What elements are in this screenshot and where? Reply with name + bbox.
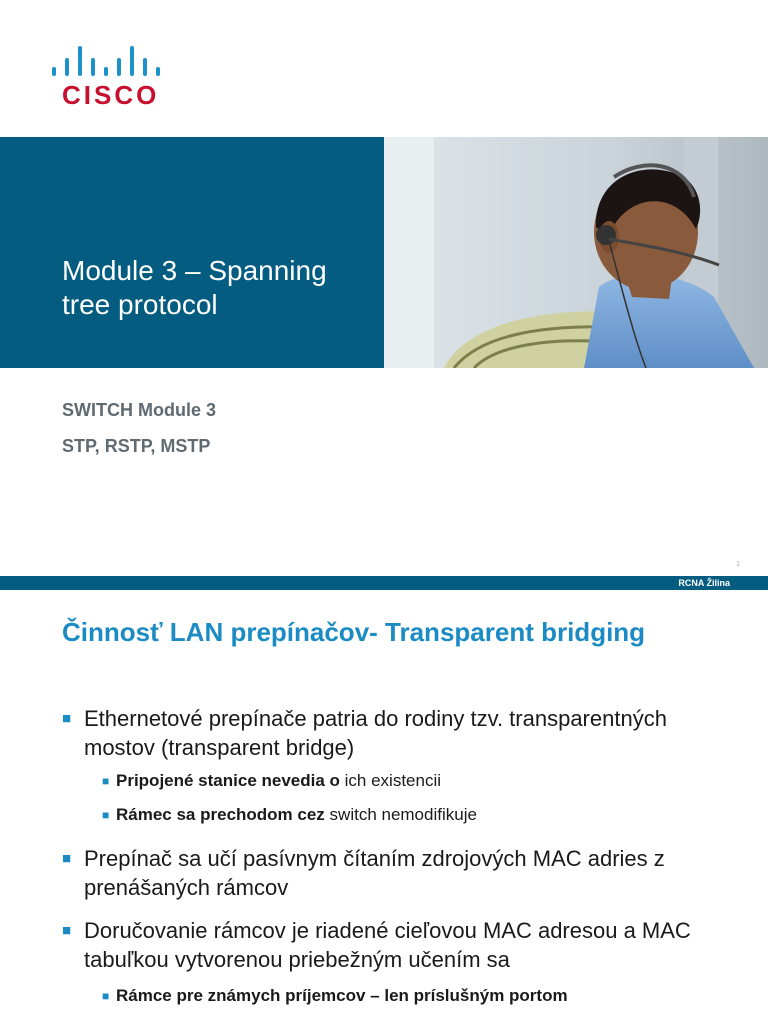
square-bullet-icon: ■ bbox=[102, 774, 110, 788]
sub-bullet-item: ■ Pripojené stanice nevedia o ich existencii bbox=[102, 771, 442, 790]
cisco-logo bbox=[52, 42, 174, 110]
square-bullet-icon: ■ bbox=[62, 710, 72, 727]
bullet-item: ■ Ethernetové prepínače patria do rodiny tzv. transparentných mostov (transparent bridge) bbox=[62, 706, 667, 760]
content-slide bbox=[0, 590, 768, 1024]
header-photo bbox=[384, 137, 768, 368]
sub-bullet-item: ■ Rámec sa prechodom cez switch nemodifikuje bbox=[102, 805, 477, 824]
content-slide-title: Činnosť LAN prepínačov- Transparent bridging bbox=[62, 617, 646, 647]
cisco-wordmark: CISCO bbox=[62, 80, 160, 110]
slide-title: Module 3 – Spanning tree protocol bbox=[62, 255, 327, 320]
cisco-bars-icon bbox=[52, 42, 174, 76]
footer-label: RCNA Žilina bbox=[678, 578, 730, 588]
square-bullet-icon: ■ bbox=[102, 989, 110, 1003]
square-bullet-icon: ■ bbox=[62, 850, 72, 867]
sub-bullet-item: ■ Rámce pre známych príjemcov – len príslušným portom bbox=[102, 986, 568, 1005]
footer-band bbox=[0, 576, 768, 590]
subtitle-module: SWITCH Module 3 bbox=[62, 400, 216, 420]
square-bullet-icon: ■ bbox=[62, 922, 72, 939]
subtitle-protocols: STP, RSTP, MSTP bbox=[62, 436, 211, 456]
bullet-item: ■ Doručovanie rámcov je riadené cieľovou MAC adresou a MAC tabuľkou vytvorenou priebežným učením sa bbox=[62, 918, 691, 972]
square-bullet-icon: ■ bbox=[102, 808, 110, 822]
title-band bbox=[0, 137, 384, 368]
slide-number: 1 bbox=[736, 561, 740, 568]
bullet-item: ■ Prepínač sa učí pasívnym čítaním zdrojových MAC adries z prenášaných rámcov bbox=[62, 846, 665, 900]
